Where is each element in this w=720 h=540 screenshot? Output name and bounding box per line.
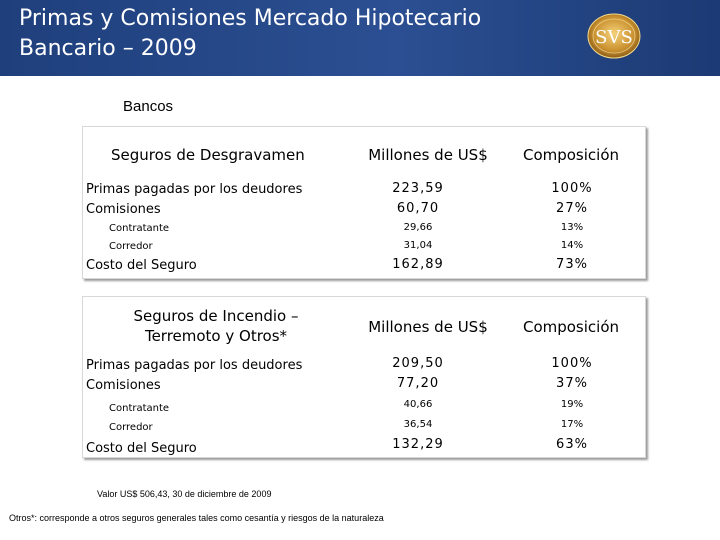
row-amount-corredor: 31,04 bbox=[403, 240, 433, 251]
row-amount-comisiones: 60,70 bbox=[396, 201, 440, 216]
row-share-comisiones: 37% bbox=[556, 376, 588, 391]
row-share-comisiones: 27% bbox=[556, 201, 588, 216]
row-share-primas: 100% bbox=[551, 356, 593, 371]
row-amount-primas: 209,50 bbox=[392, 356, 444, 371]
section-label-bancos: Bancos bbox=[123, 98, 174, 115]
row-amount-corredor: 36,54 bbox=[403, 419, 433, 430]
slide-header bbox=[0, 0, 720, 76]
row-label-costo: Costo del Seguro bbox=[86, 441, 197, 456]
row-share-costo: 73% bbox=[556, 257, 588, 272]
row-amount-contratante: 29,66 bbox=[403, 222, 433, 233]
row-label-contratante: Contratante bbox=[109, 223, 170, 234]
row-label-contratante: Contratante bbox=[109, 403, 170, 414]
row-label-primas: Primas pagadas por los deudores bbox=[86, 358, 303, 373]
row-label-corredor: Corredor bbox=[109, 241, 153, 252]
slide-title bbox=[19, 4, 481, 64]
row-amount-primas: 223,59 bbox=[392, 181, 444, 196]
slide-title-line-1: Primas y Comisiones Mercado Hipotecario bbox=[19, 6, 482, 31]
row-label-primas: Primas pagadas por los deudores bbox=[86, 182, 303, 197]
table-header-insurance-type-line-2: Terremoto y Otros* bbox=[144, 327, 288, 345]
table-header-amount: Millones de US$ bbox=[368, 318, 488, 336]
row-amount-comisiones: 77,20 bbox=[396, 376, 440, 391]
svs-logo bbox=[586, 12, 642, 60]
logo-text: SVS bbox=[595, 27, 633, 48]
table-header-insurance-type: Seguros de Desgravamen bbox=[111, 146, 305, 164]
table-header-amount: Millones de US$ bbox=[368, 146, 488, 164]
footnote-others: Otros*: corresponde a otros seguros generales tales como cesantía y riesgos de la naturaleza bbox=[9, 513, 384, 523]
row-amount-contratante: 40,66 bbox=[403, 399, 433, 410]
row-share-corredor: 14% bbox=[560, 240, 584, 251]
footnote-exchange-rate: Valor US$ 506,43, 30 de diciembre de 2009 bbox=[97, 489, 272, 499]
row-share-corredor: 17% bbox=[560, 419, 584, 430]
row-label-costo: Costo del Seguro bbox=[86, 258, 197, 273]
row-share-costo: 63% bbox=[556, 437, 588, 452]
row-share-contratante: 13% bbox=[560, 222, 584, 233]
row-label-corredor: Corredor bbox=[109, 422, 153, 433]
desgravamen-table bbox=[82, 126, 646, 279]
table-header-composition: Composición bbox=[522, 318, 620, 336]
row-label-comisiones: Comisiones bbox=[86, 202, 161, 217]
row-share-contratante: 19% bbox=[560, 399, 584, 410]
table-header-composition: Composición bbox=[522, 146, 620, 164]
table-header-insurance-type-line-1: Seguros de Incendio – bbox=[133, 307, 299, 325]
row-share-primas: 100% bbox=[551, 181, 593, 196]
row-amount-costo: 132,29 bbox=[392, 437, 444, 452]
incendio-table bbox=[82, 296, 646, 458]
row-label-comisiones: Comisiones bbox=[86, 378, 161, 393]
row-amount-costo: 162,89 bbox=[392, 257, 444, 272]
slide-title-line-2: Bancario – 2009 bbox=[19, 36, 197, 61]
